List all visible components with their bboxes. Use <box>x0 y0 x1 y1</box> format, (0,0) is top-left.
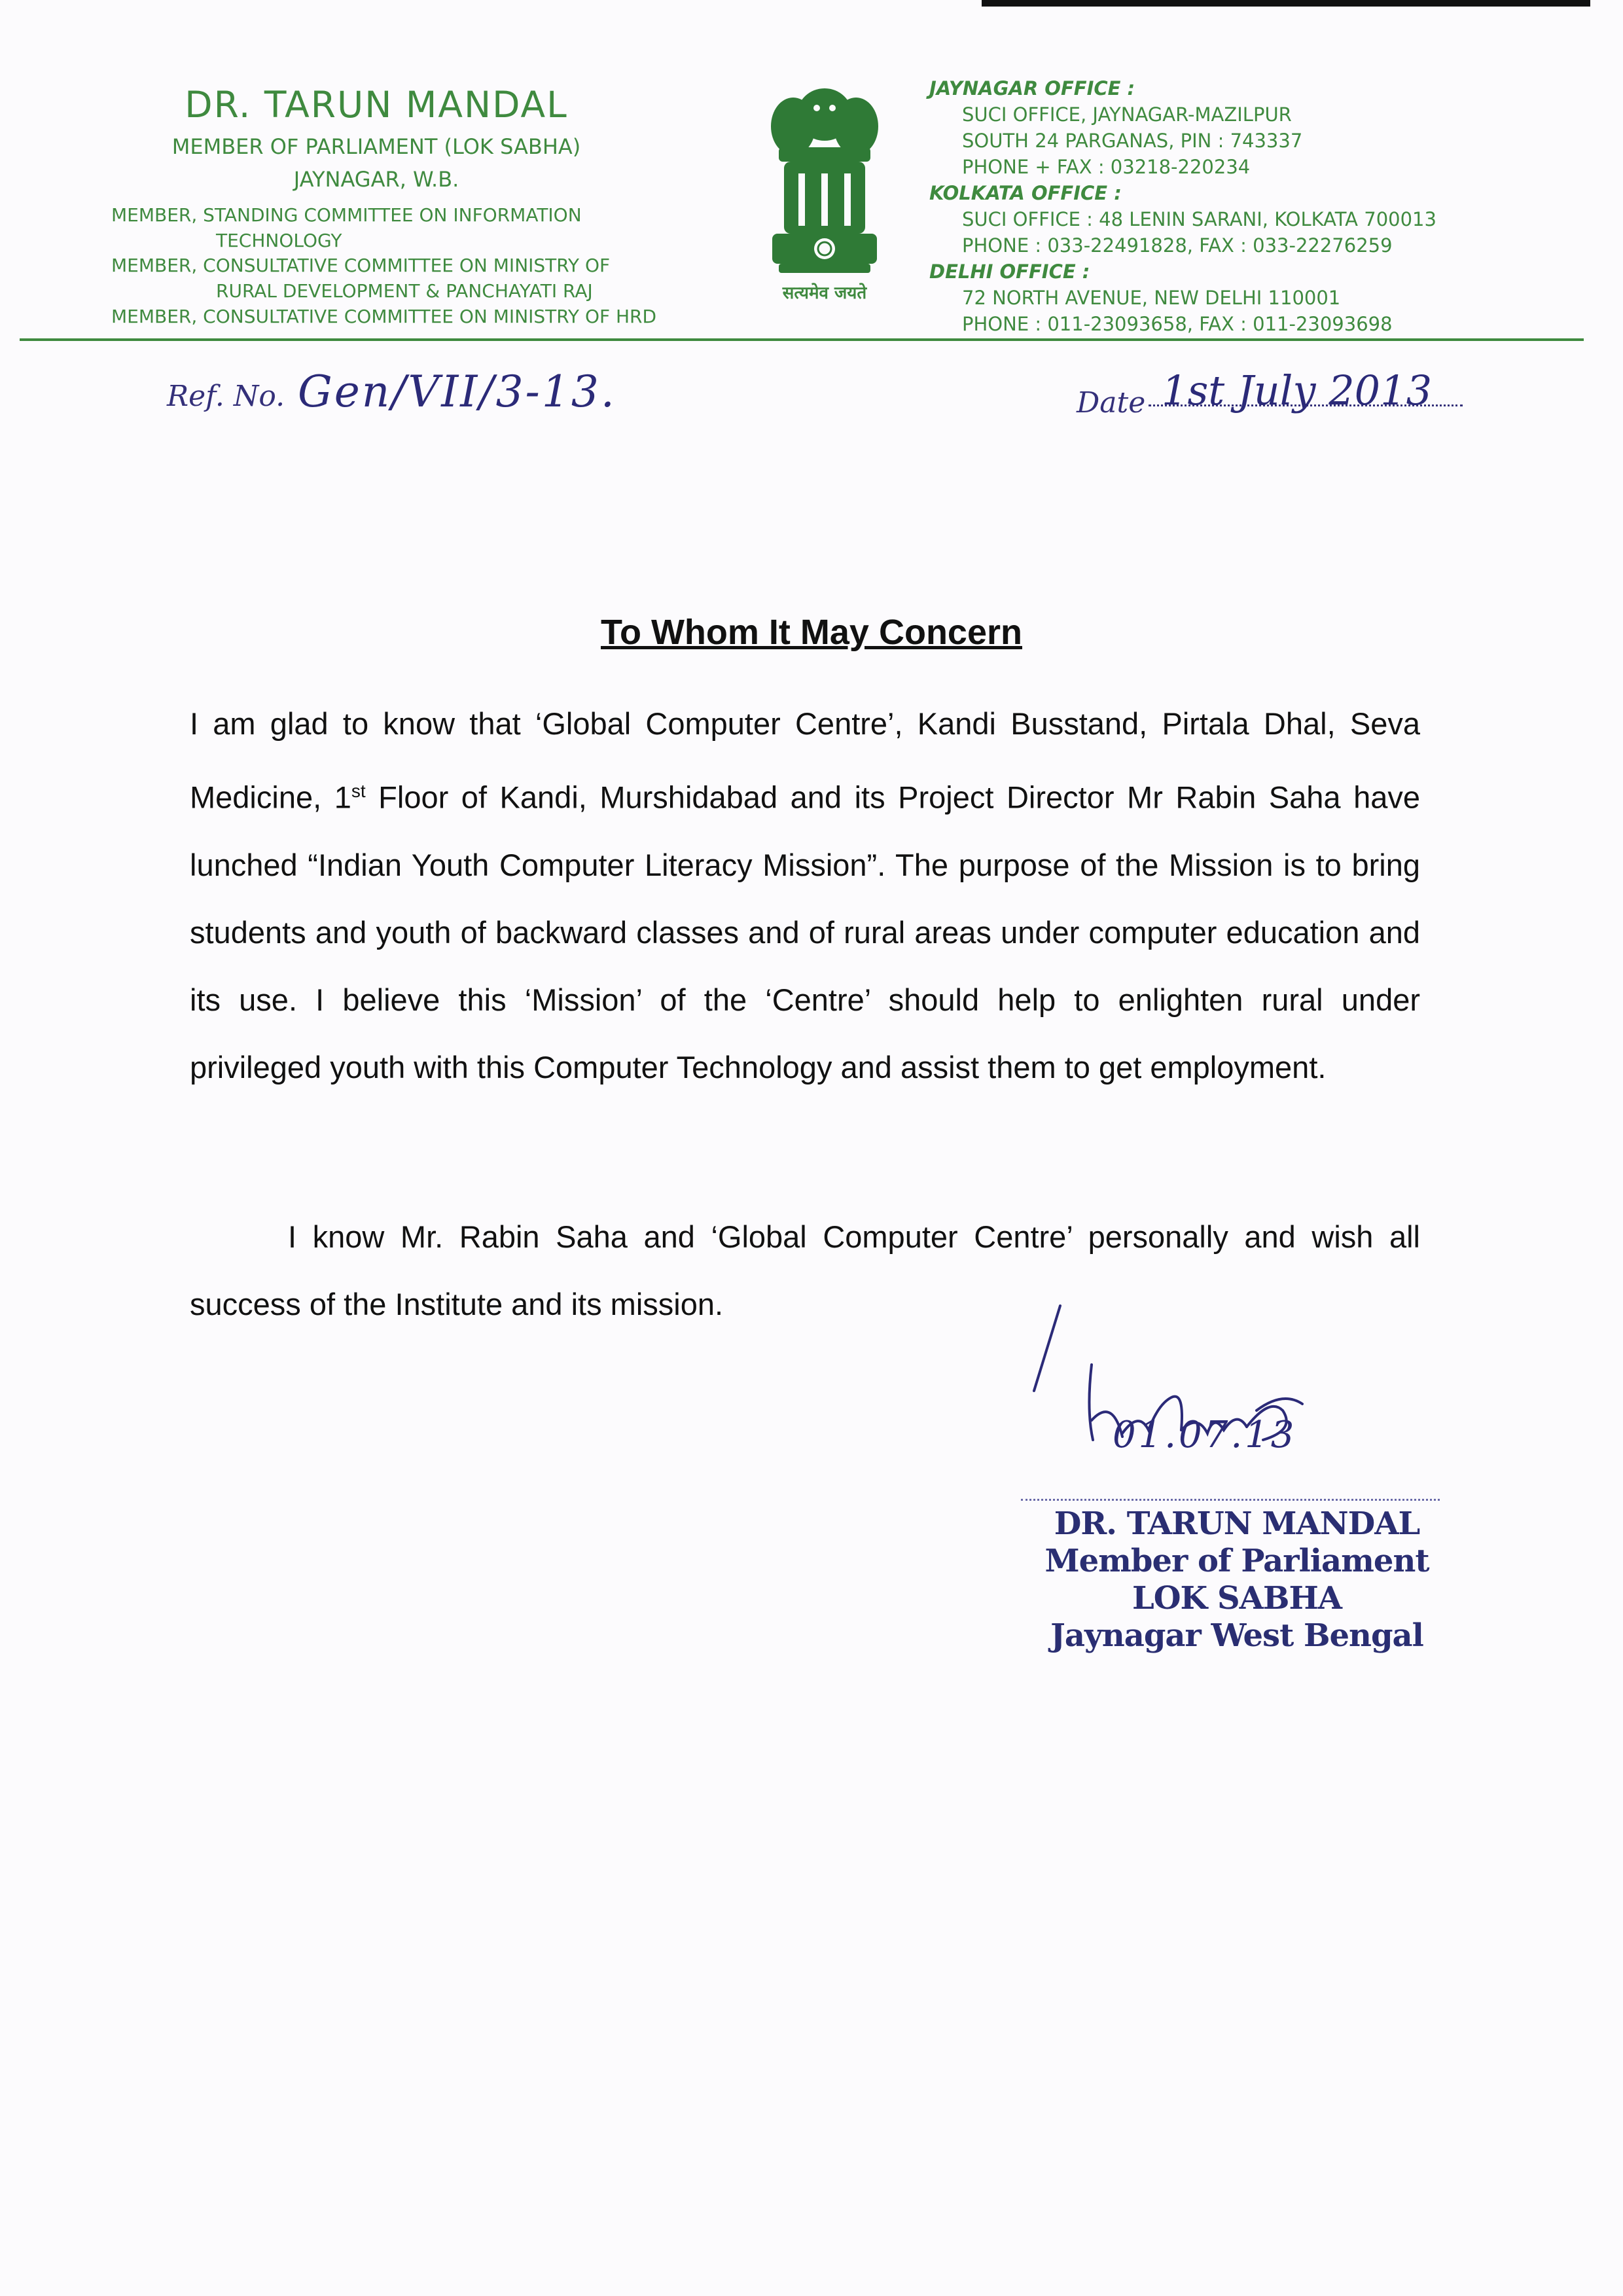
stamp-line: Member of Parliament <box>1044 1543 1429 1579</box>
ref-number: Gen/VII/3-13. <box>298 367 616 417</box>
committee-line: RURAL DEVELOPMENT & PANCHAYATI RAJ <box>216 279 593 302</box>
office-addresses <box>929 75 1436 337</box>
body-text: Floor of Kandi, Murshidabad and its Project Director Mr Rabin Saha have lunched “Indian Youth Computer Literacy Mission”. The purpose of the Mission is to bring students and youth of backward classes and of rural areas under computer education and its use. I believe this ‘Mission’ of the ‘Centre’ should help to enlighten rural under privileged youth with this Computer Technology and assist them to get employment. <box>190 780 1420 1085</box>
letterhead-name: DR. TARUN MANDAL <box>185 84 568 126</box>
ref-label: Ref. No. <box>167 380 285 413</box>
ordinal-suffix: st <box>351 781 366 801</box>
emblem-motto: सत्यमेव जयते <box>782 283 867 303</box>
committee-line: TECHNOLOGY <box>216 229 342 251</box>
office-line: SUCI OFFICE, JAYNAGAR-MAZILPUR <box>962 103 1292 126</box>
committee-line: MEMBER, STANDING COMMITTEE ON INFORMATION <box>111 204 582 226</box>
office-line: PHONE : 033-22491828, FAX : 033-22276259 <box>962 234 1393 257</box>
stamp-line: DR. TARUN MANDAL <box>1054 1505 1420 1542</box>
date-label: Date <box>1077 386 1146 420</box>
body-paragraph: I know Mr. Rabin Saha and ‘Global Computer Centre’ personally and wish all success of the Institute and its mission. <box>190 1219 1420 1321</box>
office-heading: JAYNAGAR OFFICE : <box>929 77 1135 99</box>
signatory-stamp <box>1034 1505 1440 1655</box>
top-edge-bar <box>982 0 1590 7</box>
signature-date: 01.07.13 <box>1113 1414 1297 1456</box>
committee-line: MEMBER, CONSULTATIVE COMMITTEE ON MINISTRY OF HRD <box>111 305 657 327</box>
office-heading: KOLKATA OFFICE : <box>929 182 1122 204</box>
stamp-line: LOK SABHA <box>1132 1580 1342 1617</box>
committee-line: MEMBER, CONSULTATIVE COMMITTEE ON MINISTRY OF <box>111 255 611 277</box>
committee-list <box>111 203 656 329</box>
date-value: 1st July 2013 <box>1162 367 1433 414</box>
office-line: SUCI OFFICE : 48 LENIN SARANI, KOLKATA 700013 <box>962 208 1436 230</box>
handwritten-signature <box>1008 1299 1374 1489</box>
office-line: 72 NORTH AVENUE, NEW DELHI 110001 <box>962 287 1341 309</box>
body-text: I am glad to know that ‘Global Computer Centre’, Kandi Busstand, Pirtala Dhal, Seva Medicine, 1 <box>190 706 1420 815</box>
office-line: PHONE : 011-23093658, FAX : 011-23093698 <box>962 313 1393 335</box>
stamp-line: Jaynagar West Bengal <box>1050 1617 1423 1654</box>
office-heading: DELHI OFFICE : <box>929 260 1090 283</box>
office-line: SOUTH 24 PARGANAS, PIN : 743337 <box>962 130 1303 152</box>
body-paragraph <box>190 690 1420 1101</box>
office-line: PHONE + FAX : 03218-220234 <box>962 156 1251 178</box>
state-emblem-icon <box>753 75 897 311</box>
letter-heading: To Whom It May Concern <box>601 613 1022 652</box>
stamp-divider <box>1021 1499 1440 1501</box>
letterhead-constituency: JAYNAGAR, W.B. <box>293 167 459 192</box>
letterhead-title: MEMBER OF PARLIAMENT (LOK SABHA) <box>171 134 581 159</box>
letterhead-divider <box>20 338 1584 341</box>
